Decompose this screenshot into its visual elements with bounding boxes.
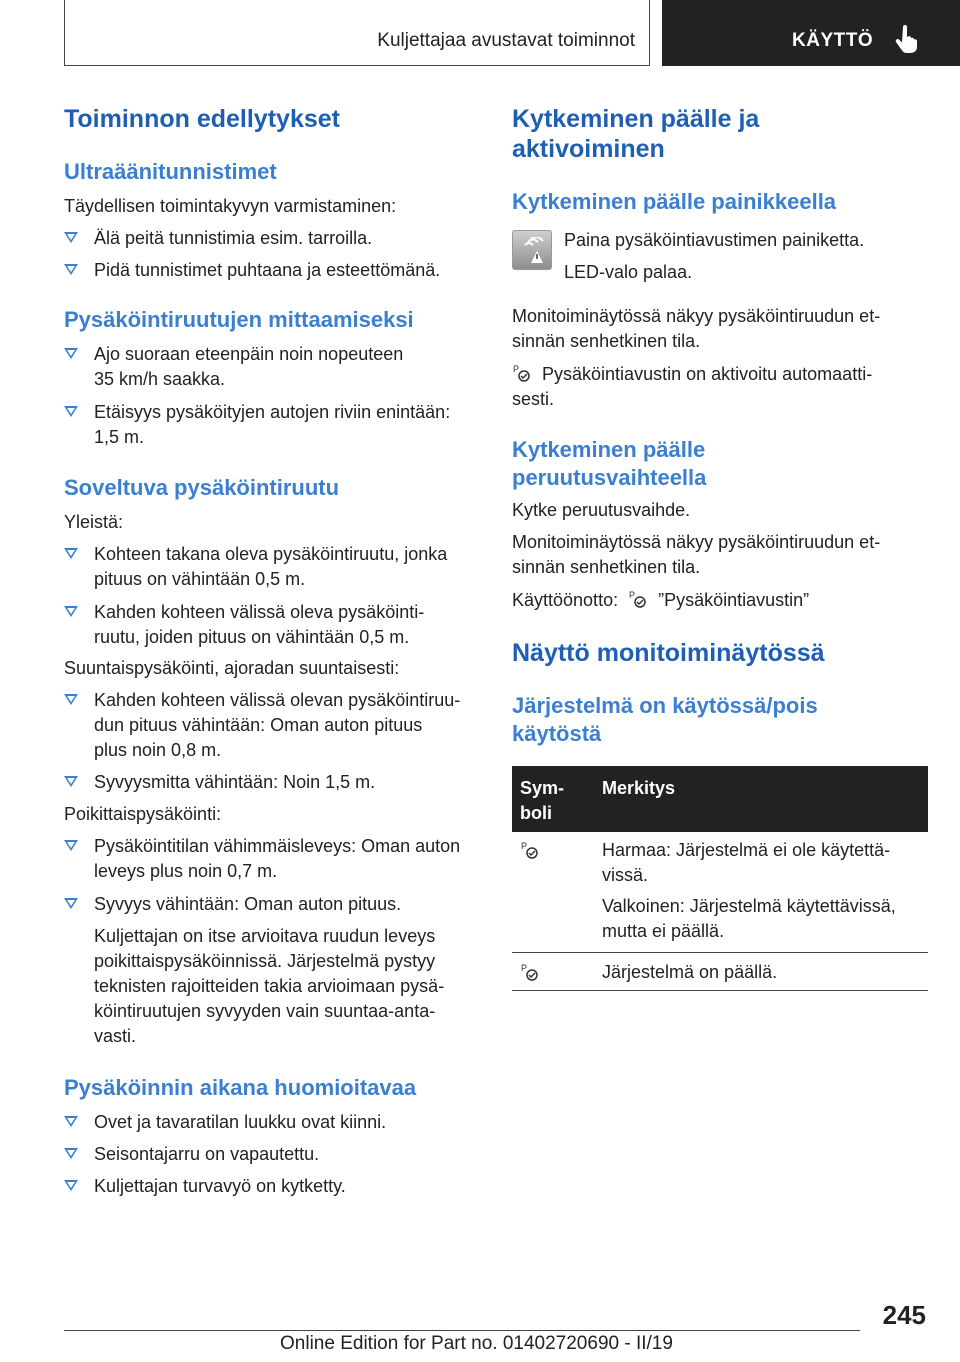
list-item: Syvyys vähintään: Oman auton pituus. bbox=[64, 892, 484, 917]
column-header-symbol: Sym- boli bbox=[520, 778, 565, 823]
list-item: Kahden kohteen välissä olevan pysäköintiruu- dun pituus vähintään: Oman auton pituus plus noin 0,8 m. bbox=[64, 688, 484, 763]
paragraph: Käyttöönotto: P ”Pysäköintiavustin” bbox=[512, 590, 810, 610]
hand-pointer-icon bbox=[894, 24, 922, 54]
chapter-tab-label: KÄYTTÖ bbox=[792, 30, 874, 51]
heading-measuring: Pysäköintiruutujen mittaamiseksi bbox=[64, 307, 414, 332]
list-item: Ovet ja tavaratilan luukku ovat kiinni. bbox=[64, 1110, 484, 1135]
table-row-meaning: Järjestelmä on päällä. bbox=[602, 962, 778, 982]
paragraph: P Pysäköintiavustin on aktivoitu automaatti- sesti. bbox=[512, 364, 873, 409]
bullet-triangle-icon bbox=[64, 606, 78, 617]
note-paragraph: Kuljettajan on itse arvioitava ruudun leveys poikittaispysäköinnissä. Järjestelmä pystyy teknisten rajoitteiden takia arvioimaan pysä- köintiruutujen syvyyden vain suuntaa-anta- vasti. bbox=[94, 926, 445, 1046]
table-row-symbol bbox=[520, 962, 540, 984]
heading-button-activation: Kytkeminen päälle painikkeella bbox=[512, 189, 837, 214]
table-divider bbox=[512, 990, 928, 991]
bullet-triangle-icon bbox=[64, 406, 78, 417]
page-number: 245 bbox=[882, 1300, 926, 1330]
step: Paina pysäköintiavustimen painiketta. bbox=[564, 230, 865, 250]
bullet-triangle-icon bbox=[64, 840, 78, 851]
paragraph: Poikittaispysäköinti: bbox=[64, 804, 222, 824]
section-title: Kuljettajaa avustavat toiminnot bbox=[377, 30, 635, 51]
step: LED-valo palaa. bbox=[564, 262, 693, 282]
heading-system-state: Järjestelmä on käytössä/pois käytöstä bbox=[512, 693, 818, 746]
heading-reverse-gear: Kytkeminen päälle peruutusvaihteella bbox=[512, 437, 707, 490]
heading-ultrasonic: Ultraäänitunnistimet bbox=[64, 159, 277, 184]
list-item: Pysäköintitilan vähimmäisleveys: Oman auton leveys plus noin 0,7 m. bbox=[64, 834, 484, 884]
bullet-triangle-icon bbox=[64, 232, 78, 243]
list-item: Kahden kohteen välissä oleva pysäköinti- ruutu, joiden pituus on vähintään 0,5 m. bbox=[64, 600, 484, 650]
list-item: Seisontajarru on vapautettu. bbox=[64, 1142, 484, 1167]
list-item: Kuljettajan turvavyö on kytketty. bbox=[64, 1174, 484, 1199]
svg-text:P: P bbox=[629, 590, 636, 600]
park-assist-symbol-icon bbox=[512, 363, 532, 383]
paragraph: Kytke peruutusvaihde. bbox=[512, 500, 691, 520]
bullet-triangle-icon bbox=[64, 1148, 78, 1159]
bullet-triangle-icon bbox=[64, 264, 78, 275]
bullet-triangle-icon bbox=[64, 694, 78, 705]
park-assist-symbol-icon bbox=[520, 840, 540, 860]
table-header bbox=[512, 766, 928, 832]
header-bar bbox=[64, 0, 650, 66]
section-title-requirements: Toiminnon edellytykset bbox=[64, 105, 340, 133]
table-row-symbol bbox=[520, 840, 540, 862]
park-assist-symbol-icon bbox=[520, 962, 540, 982]
park-assist-button-icon bbox=[512, 230, 552, 270]
list-item: Kohteen takana oleva pysäköintiruutu, jonka pituus on vähintään 0,5 m. bbox=[64, 542, 484, 592]
list-item: Älä peitä tunnistimia esim. tarroilla. bbox=[64, 226, 484, 251]
paragraph: Monitoiminäytössä näkyy pysäköintiruudun et- sinnän senhetkinen tila. bbox=[512, 306, 881, 351]
chapter-tab[interactable] bbox=[662, 0, 960, 66]
table-row-meaning: Valkoinen: Järjestelmä käytettävissä, mutta ei päällä. bbox=[602, 896, 896, 941]
bullet-triangle-icon bbox=[64, 898, 78, 909]
park-assist-symbol-icon bbox=[628, 589, 648, 609]
list-item: Syvyysmitta vähintään: Noin 1,5 m. bbox=[64, 770, 484, 795]
bullet-triangle-icon bbox=[64, 348, 78, 359]
section-title-display: Näyttö monitoiminäytössä bbox=[512, 639, 825, 667]
bullet-triangle-icon bbox=[64, 1180, 78, 1191]
paragraph: Monitoiminäytössä näkyy pysäköintiruudun et- sinnän senhetkinen tila. bbox=[512, 532, 881, 577]
section-title-activation: Kytkeminen päälle ja aktivoiminen bbox=[512, 105, 760, 163]
list-item: Pidä tunnistimet puhtaana ja esteettömänä. bbox=[64, 258, 484, 283]
edition-text: Online Edition for Part no. 01402720690 - II/19 bbox=[280, 1333, 673, 1354]
column-header-meaning: Merkitys bbox=[602, 778, 676, 798]
paragraph: Yleistä: bbox=[64, 512, 124, 532]
bullet-triangle-icon bbox=[64, 548, 78, 559]
svg-text:P: P bbox=[513, 364, 520, 374]
paragraph: Täydellisen toimintakyvyn varmistaminen: bbox=[64, 196, 397, 216]
list-item: Ajo suoraan eteenpäin noin nopeuteen 35 km/h saakka. bbox=[64, 342, 484, 392]
bullet-triangle-icon bbox=[64, 776, 78, 787]
heading-suitable-space: Soveltuva pysäköintiruutu bbox=[64, 475, 340, 500]
bullet-triangle-icon bbox=[64, 1116, 78, 1127]
heading-while-parking: Pysäköinnin aikana huomioitavaa bbox=[64, 1075, 417, 1100]
table-divider bbox=[512, 952, 928, 953]
paragraph: Suuntaispysäköinti, ajoradan suuntaisesti: bbox=[64, 658, 400, 678]
table-row-meaning: Harmaa: Järjestelmä ei ole käytettä- vissä. bbox=[602, 840, 891, 885]
list-item: Etäisyys pysäköityjen autojen riviin enintään: 1,5 m. bbox=[64, 400, 484, 450]
svg-text:P: P bbox=[521, 841, 528, 851]
svg-text:P: P bbox=[521, 963, 528, 973]
footer-divider bbox=[64, 1330, 860, 1331]
